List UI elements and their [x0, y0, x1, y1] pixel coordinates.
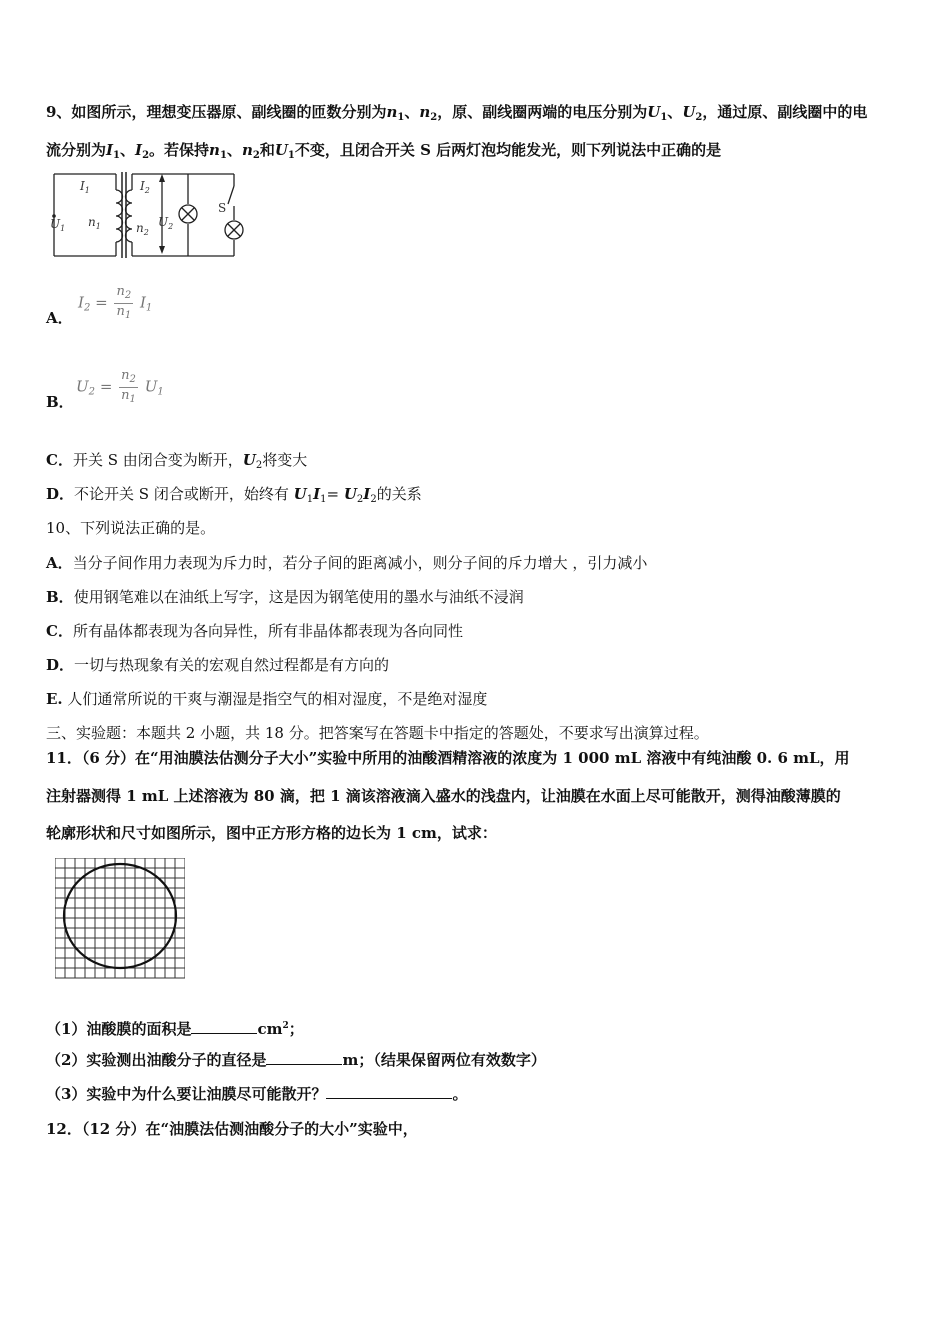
label-U1: $U_1$	[50, 217, 66, 233]
sep: 、	[404, 103, 420, 121]
q9-text: 不变，且闭合开关 S 后两灯泡均能发光，则下列说法中正确的是	[294, 141, 722, 159]
sub: 2	[695, 112, 703, 123]
q11-sub-3: （3）实验中为什么要让油膜尽可能散开？ 。	[46, 1085, 468, 1103]
label-I1: $I_1$	[80, 179, 90, 195]
q9-option-a	[46, 308, 73, 328]
sep: 、	[667, 103, 683, 121]
var-n1: n	[386, 103, 398, 121]
oil-film-outline	[64, 864, 176, 968]
sub: 1	[660, 112, 668, 123]
q9-option-c: C．开关 S 由闭合变为断开，$U_2$将变大	[46, 451, 308, 471]
sub: 1	[397, 112, 405, 123]
q12-stem: 12．（12 分）在“油膜法估测油酸分子的大小”实验中，	[46, 1120, 418, 1138]
sub: 2	[252, 150, 260, 161]
q10-option-e: E. 人们通常所说的干爽与潮湿是指空气的相对湿度，不是绝对湿度	[46, 690, 488, 708]
q9-stem-line-1	[46, 102, 867, 128]
var-u1: U	[647, 103, 661, 121]
label-switch-S: S	[218, 201, 227, 215]
answer-blank-3[interactable]	[326, 1098, 452, 1099]
q9-text: 。若保持	[149, 141, 210, 159]
var-u1: U	[274, 141, 288, 159]
var-u2: U	[682, 103, 696, 121]
sep: 、	[120, 141, 136, 159]
var-i2: I	[135, 141, 143, 159]
q9-text: ，通过原、副线圈中的电	[702, 103, 868, 121]
sub: 1	[219, 150, 227, 161]
answer-blank-2[interactable]	[266, 1064, 342, 1065]
formula-b: $U_2$ = $\frac{n_2}{n_1}$ $U_1$	[76, 368, 164, 405]
sub: 2	[142, 150, 150, 161]
q9-option-b	[46, 392, 74, 412]
fraction: $\frac{n_2}{n_1}$	[116, 284, 132, 321]
section-3-heading: 三、实验题：本题共 2 小题，共 18 分。把答案写在答题卡中指定的答题处，不要求写出演算过程。	[46, 724, 709, 742]
sub: 1	[287, 150, 295, 161]
label-n2: $n_2$	[136, 221, 149, 237]
q9-stem-line-2	[46, 140, 721, 166]
q9-text: 流分别为	[46, 141, 107, 159]
q11-stem-line-1: 11．（6 分）在“用油膜法估测分子大小”实验中所用的油酸酒精溶液的浓度为 1 000 mL 溶液中有纯油酸 0. 6 mL，用	[46, 749, 850, 767]
sub: 1	[113, 150, 121, 161]
sep: 、	[226, 141, 242, 159]
var-i1: I	[106, 141, 114, 159]
q9-option-d: D．不论开关 S 闭合或断开，始终有 $U_1I_1= U_2I_2$的关系	[46, 485, 422, 505]
option-label: A．	[46, 309, 73, 327]
q10-option-a: A．当分子间作用力表现为斥力时，若分子间的距离减小，则分子间的斥力增大 ，引力减小	[46, 554, 648, 572]
q10-option-b: B．使用钢笔难以在油纸上写字，这是因为钢笔使用的墨水与油纸不浸润	[46, 588, 524, 606]
var-n2: n	[419, 103, 431, 121]
fraction: $\frac{n_2}{n_1}$	[121, 368, 136, 405]
label-U2: $U_2$	[158, 215, 174, 231]
q11-sub-1: （1）油酸膜的面积是 $cm^2$；	[46, 1020, 304, 1038]
answer-blank-1[interactable]	[191, 1033, 257, 1034]
label-n1: $n_1$	[88, 215, 101, 231]
label-I2: $I_2$	[140, 179, 150, 195]
q9-text: ，原、副线圈两端的电压分别为	[437, 103, 648, 121]
q11-stem-line-3: 轮廓形状和尺寸如图所示，图中正方形方格的边长为 1 cm，试求：	[46, 824, 497, 842]
oil-film-grid-figure	[55, 858, 185, 980]
transformer-circuit-diagram	[48, 170, 248, 262]
q10-stem: 10、下列说法正确的是。	[46, 519, 216, 537]
sub: 2	[430, 112, 438, 123]
q10-option-d: D．一切与热现象有关的宏观自然过程都是有方向的	[46, 656, 390, 674]
formula-a: $I_2$ = $\frac{n_2}{n_1}$ $I_1$	[78, 284, 153, 321]
q11-stem-line-2: 注射器测得 1 mL 上述溶液为 80 滴，把 1 滴该溶液滴入盛水的浅盘内，让油膜在水面上尽可能散开，测得油酸薄膜的	[46, 787, 841, 805]
option-label: B．	[46, 393, 74, 411]
q10-option-c: C．所有晶体都表现为各向异性，所有非晶体都表现为各向同性	[46, 622, 463, 640]
q11-sub-2: （2）实验测出油酸分子的直径是 m；（结果保留两位有效数字）	[46, 1051, 546, 1069]
var-n2: n	[241, 141, 253, 159]
q9-text: 9、如图所示，理想变压器原、副线圈的匝数分别为	[46, 103, 387, 121]
var-n1: n	[209, 141, 220, 159]
q9-text: 和	[259, 141, 275, 159]
